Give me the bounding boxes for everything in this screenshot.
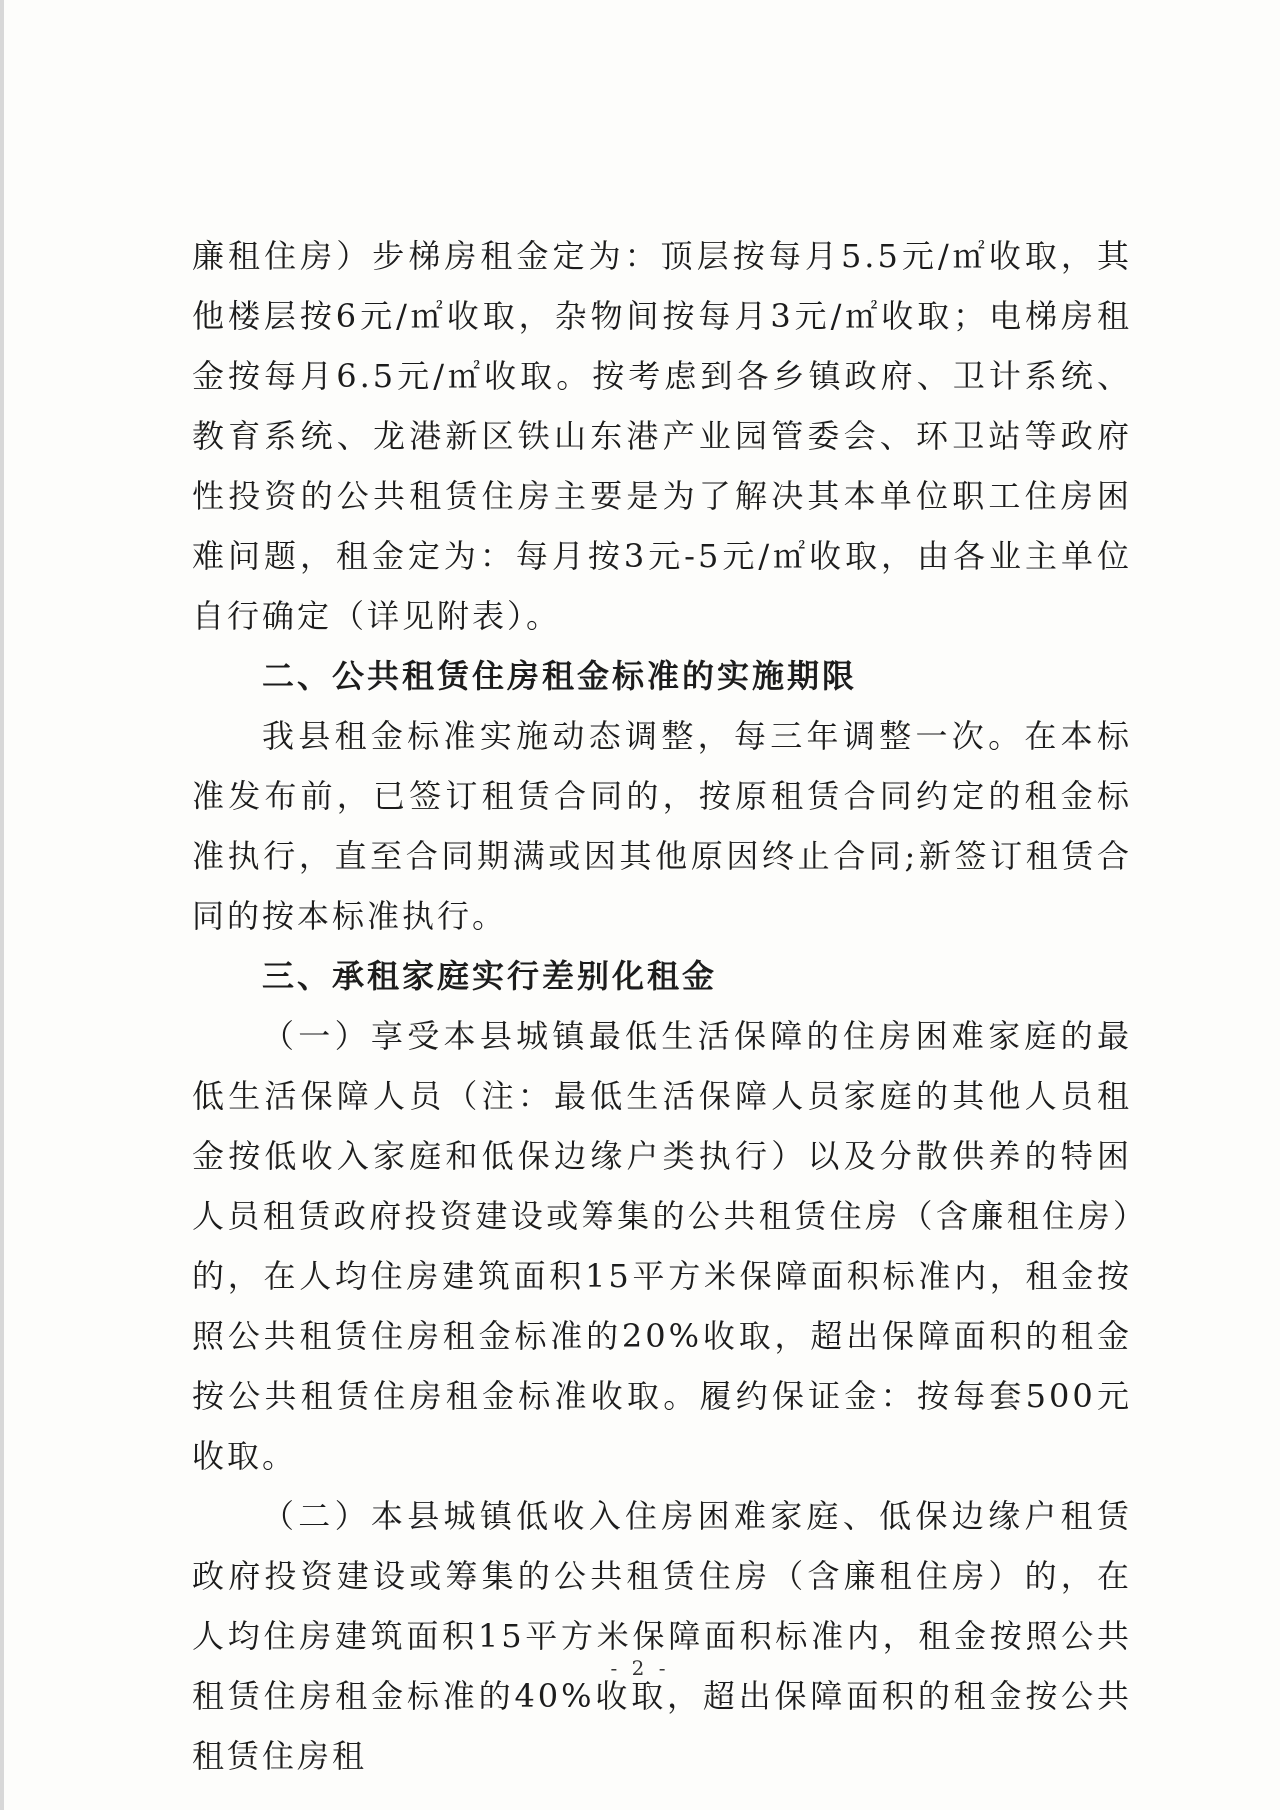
page-number: - 2 - — [610, 1656, 670, 1680]
paragraph-implementation-period: 我县租金标准实施动态调整，每三年调整一次。在本标准发布前，已签订租赁合同的，按原租赁合同约定的租金标准执行，直至合同期满或因其他原因终止合同;新签订租赁合同的按本标准执行。 — [192, 717, 1132, 935]
paragraph-rent-standard: 廉租住房）步梯房租金定为：顶层按每月5.5元/㎡收取，其他楼层按6元/㎡收取，杂物间按每月3元/㎡收取；电梯房租金按每月6.5元/㎡收取。按考虑到各乡镇政府、卫计系统、教育系统、龙港新区铁山东港产业园管委会、环卫站等政府性投资的公共租赁住房主要是为了解决其本单位职工住房困难问题，租金定为：每月按3元-5元/㎡收取，由各业主单位自行确定（详见附表）。 — [192, 237, 1132, 635]
scan-edge — [0, 0, 4, 1810]
paragraph-low-income-households: （二）本县城镇低收入住房困难家庭、低保边缘户租赁政府投资建设或筹集的公共租赁住房（含廉租住房）的，在人均住房建筑面积15平方米保障面积标准内，租金按照公共租赁住房租金标准的40%收取，超出保障面积的租金按公共租赁住房租 — [192, 1497, 1132, 1775]
document-body — [192, 226, 1132, 1786]
paragraph-minimum-living-guarantee: （一）享受本县城镇最低生活保障的住房困难家庭的最低生活保障人员（注：最低生活保障人员家庭的其他人员租金按低收入家庭和低保边缘户类执行）以及分散供养的特困人员租赁政府投资建设或筹集的公共租赁住房（含廉租住房）的，在人均住房建筑面积15平方米保障面积标准内，租金按照公共租赁住房租金标准的20%收取，超出保障面积的租金按公共租赁住房租金标准收取。履约保证金：按每套500元收取。 — [192, 1017, 1132, 1475]
section-heading-differentiated-rent: 三、承租家庭实行差别化租金 — [262, 957, 718, 995]
section-heading-implementation-period: 二、公共租赁住房租金标准的实施期限 — [262, 657, 858, 695]
